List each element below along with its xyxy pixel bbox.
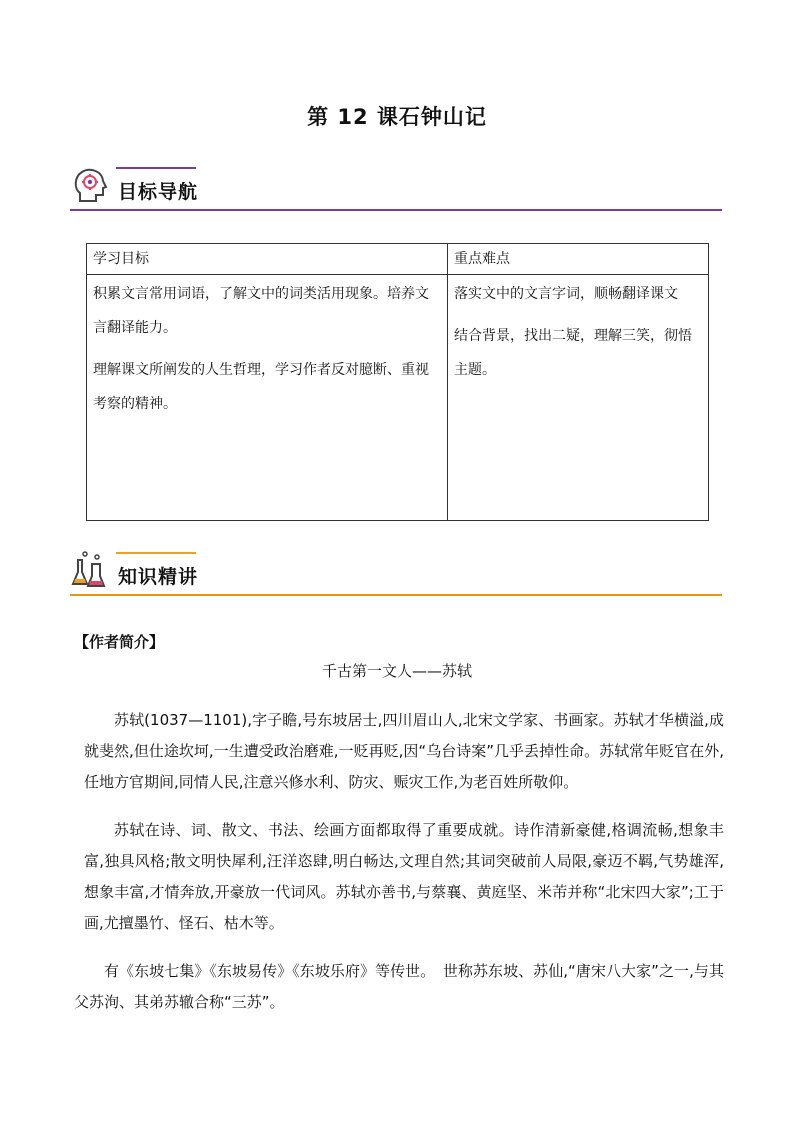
author-subtitle: 千古第一文人——苏轼 (321, 662, 472, 680)
section-header-knowledge (70, 550, 722, 596)
goal-item: 积累文言常用词语，了解文中的词类活用现象。培养文言翻译能力。 (93, 286, 429, 336)
section-rule (70, 594, 722, 596)
author-paragraph-2 (84, 815, 724, 939)
accent-line (116, 552, 196, 554)
section-header-goals (70, 165, 722, 211)
accent-line (116, 167, 196, 169)
header-learning-goals: 学习目标 (87, 244, 448, 275)
author-paragraph-3 (74, 956, 724, 1018)
goals-table (86, 243, 709, 521)
table-row (87, 275, 709, 521)
paragraph: 有《东坡七集》《东坡易传》《东坡乐府》等传世。 世称苏东坡、苏仙,“唐宋八大家”之一,与其父苏洵、其弟苏辙合称“三苏”。 (74, 962, 724, 1011)
key-points-cell (448, 275, 709, 521)
header-key-points: 重点难点 (448, 244, 709, 275)
goal-item: 理解课文所阐发的人生哲理，学习作者反对臆断、重视考察的精神。 (93, 362, 429, 412)
learning-goals-cell (87, 275, 448, 521)
page-title: 第 12 课石钟山记 (307, 105, 487, 129)
flask-icon (70, 550, 110, 590)
head-gear-icon (70, 165, 110, 205)
section-label-knowledge: 知识精讲 (118, 566, 199, 588)
table-header-row (87, 244, 709, 275)
key-point-item: 结合背景，找出二疑，理解三笑，彻悟主题。 (454, 328, 692, 378)
paragraph: 苏轼(1037—1101),字子瞻,号东坡居士,四川眉山人,北宋文学家、书画家。苏轼才华横溢,成就斐然,但仕途坎坷,一生遭受政治磨难,一贬再贬,因“乌台诗案”几乎丢掉性命。苏轼常年贬官在外,任地方官期间,同情人民,注意兴修水利、防灾、赈灾工作,为老百姓所敬仰。 (84, 711, 724, 791)
author-intro-heading: 【作者简介】 (74, 633, 165, 651)
section-rule (70, 209, 722, 211)
section-label-goals: 目标导航 (118, 181, 199, 203)
paragraph: 苏轼在诗、词、散文、书法、绘画方面都取得了重要成就。诗作清新豪健,格调流畅,想象丰富,独具风格;散文明快犀利,汪洋恣肆,明白畅达,文理自然;其词突破前人局限,豪迈不羁,气势雄浑,想象丰富,才情奔放,开豪放一代词风。苏轼亦善书,与蔡襄、黄庭坚、米芾并称“北宋四大家”;工于画,尤擅墨竹、怪石、枯木等。 (84, 821, 724, 932)
author-paragraph-1 (84, 705, 724, 798)
key-point-item: 落实文中的文言字词，顺畅翻译课文 (454, 286, 678, 302)
